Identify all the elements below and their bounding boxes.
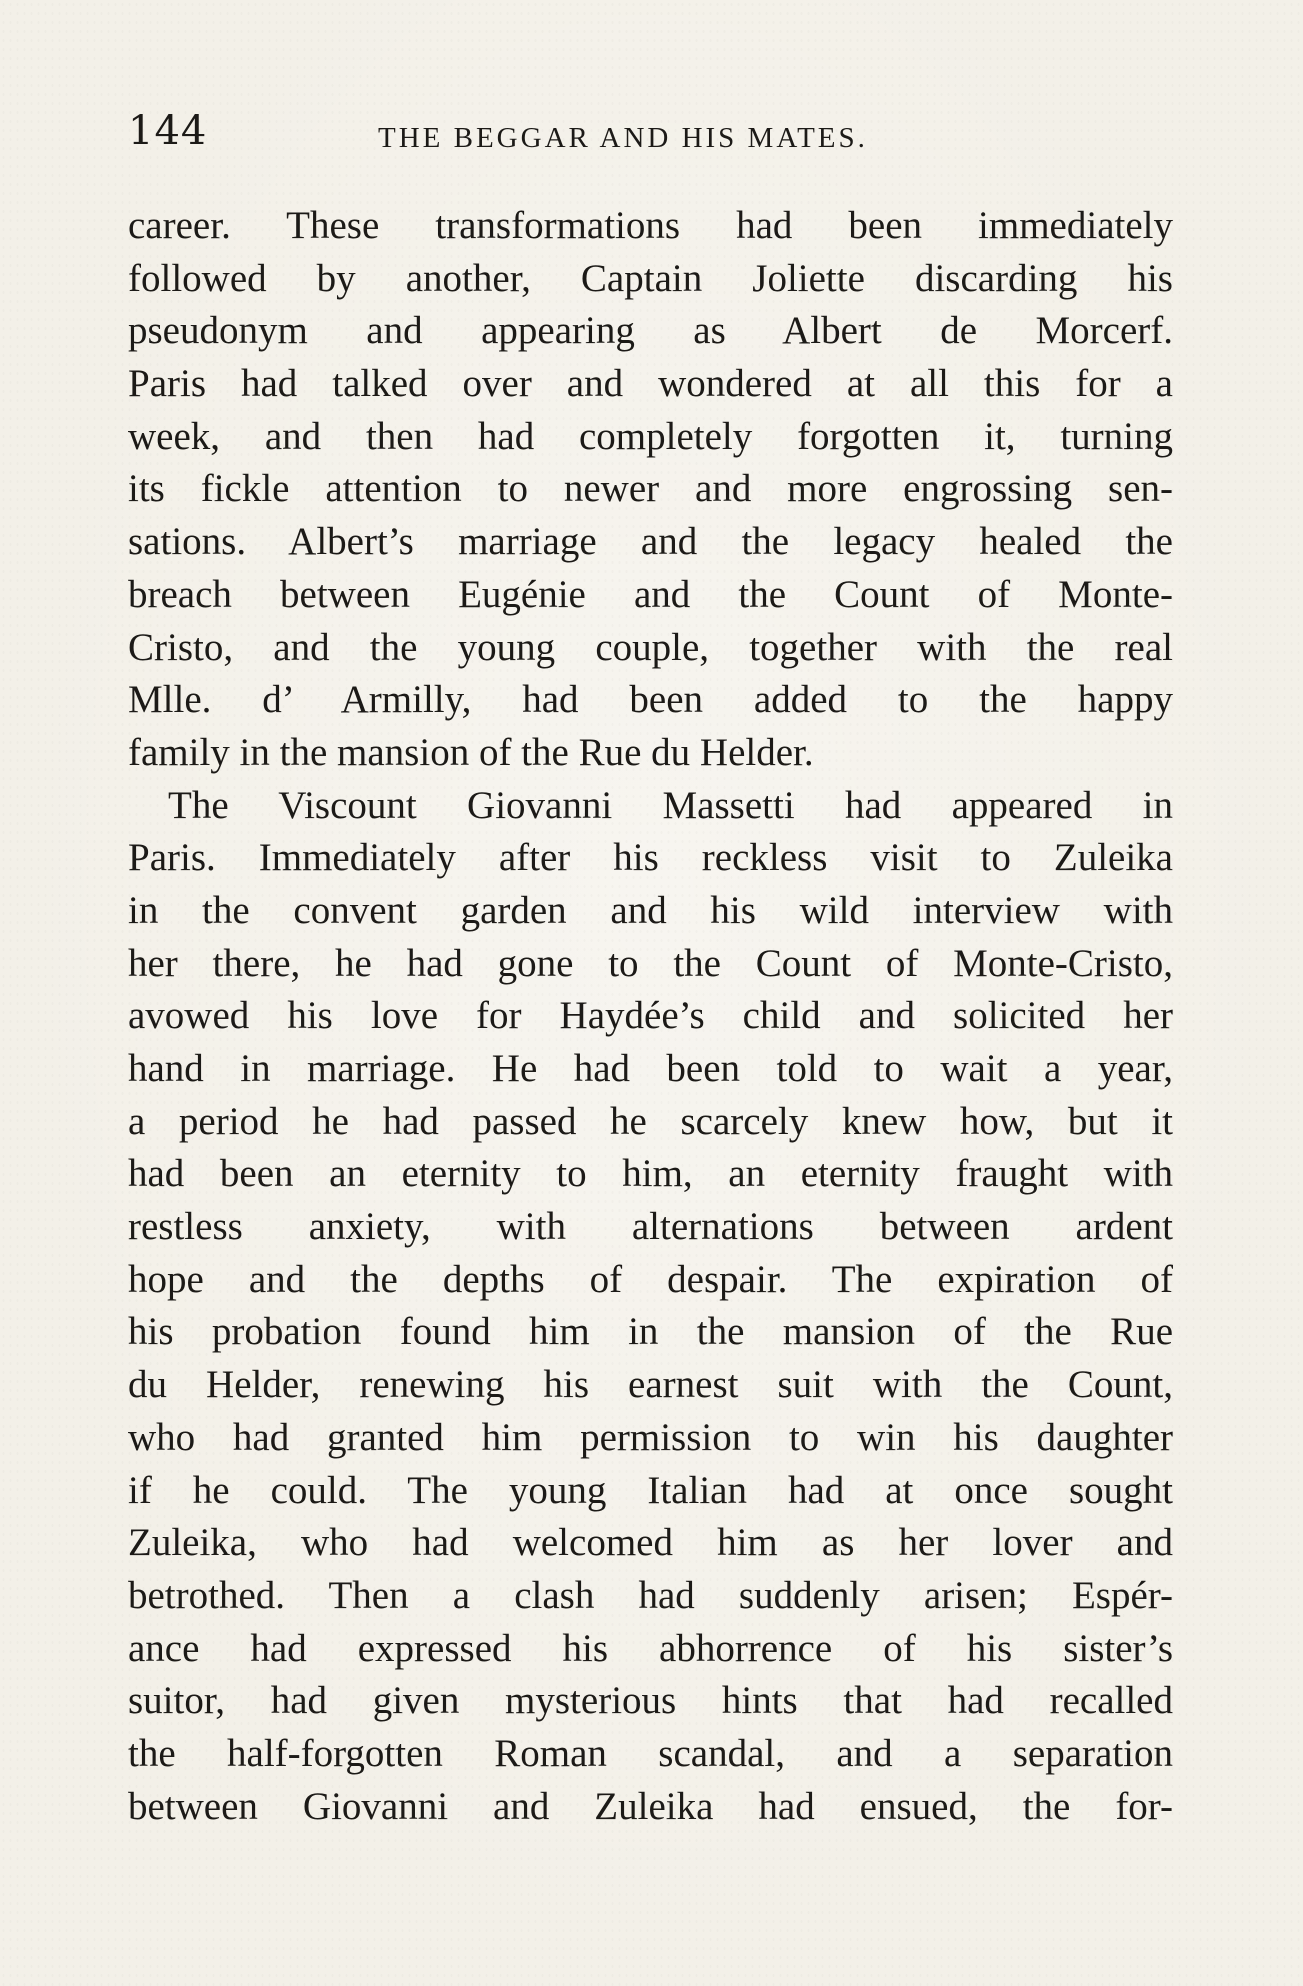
running-head: THE BEGGAR AND HIS MATES. — [378, 122, 868, 154]
text-line: between Giovanni and Zuleika had ensued, the for- — [128, 1784, 1173, 1828]
text-line: Zuleika, who had welcomed him as her lover and — [128, 1521, 1173, 1565]
text-line: The Viscount Giovanni Massetti had appeared in — [168, 783, 1173, 827]
text-line: her there, he had gone to the Count of Monte-Cristo, — [128, 941, 1173, 985]
text-line: family in the mansion of the Rue du Helder. — [128, 730, 814, 774]
text-line: who had granted him permission to win his daughter — [128, 1415, 1173, 1459]
text-line: betrothed. Then a clash had suddenly arisen; Espér- — [128, 1573, 1173, 1617]
text-line: if he could. The young Italian had at once sought — [128, 1468, 1173, 1512]
text-line: ance had expressed his abhorrence of his sister’s — [128, 1626, 1173, 1670]
text-line: the half-forgotten Roman scandal, and a separation — [128, 1731, 1173, 1775]
text-line: its fickle attention to newer and more engrossing sen- — [128, 467, 1173, 511]
text-line: Paris had talked over and wondered at all this for a — [128, 362, 1173, 406]
text-line: a period he had passed he scarcely knew how, but it — [128, 1099, 1173, 1143]
text-line: breach between Eugénie and the Count of Monte- — [128, 572, 1173, 616]
text-line: week, and then had completely forgotten it, turning — [128, 414, 1173, 458]
text-line: in the convent garden and his wild interview with — [128, 888, 1173, 932]
text-line: Paris. Immediately after his reckless visit to Zuleika — [128, 836, 1173, 880]
text-line: Cristo, and the young couple, together with the real — [128, 625, 1173, 669]
text-line: Mlle. d’ Armilly, had been added to the happy — [128, 678, 1173, 722]
text-line: career. These transformations had been immediately — [128, 204, 1173, 247]
body-text — [128, 200, 1173, 1833]
text-line: followed by another, Captain Joliette discarding his — [128, 256, 1173, 300]
page-header — [128, 108, 1178, 168]
text-line: hand in marriage. He had been told to wait a year, — [128, 1047, 1173, 1090]
text-line: had been an eternity to him, an eternity fraught with — [128, 1152, 1173, 1196]
text-line: pseudonym and appearing as Albert de Morcerf. — [128, 309, 1173, 353]
text-line: his probation found him in the mansion of the Rue — [128, 1310, 1173, 1354]
text-line: suitor, had given mysterious hints that had recalled — [128, 1679, 1173, 1723]
paragraph — [128, 780, 1173, 1834]
text-line: avowed his love for Haydée’s child and solicited her — [128, 994, 1173, 1038]
paragraph — [128, 200, 1173, 780]
page-number: 144 — [128, 108, 208, 154]
text-line: sations. Albert’s marriage and the legacy healed the — [128, 520, 1173, 564]
text-line: du Helder, renewing his earnest suit with the Count, — [128, 1363, 1173, 1407]
text-line: hope and the depths of despair. The expiration of — [128, 1257, 1173, 1301]
text-line: restless anxiety, with alternations between ardent — [128, 1205, 1173, 1249]
